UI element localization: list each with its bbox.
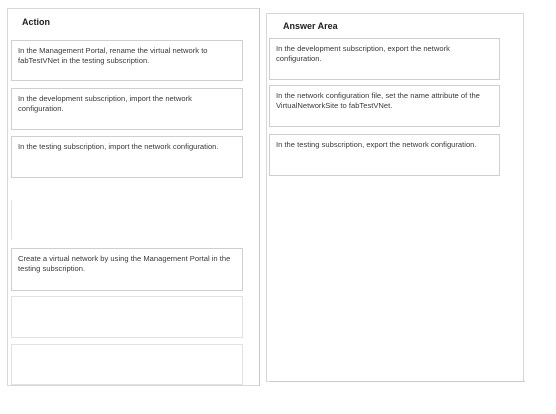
action-item-empty-slot[interactable]	[11, 344, 243, 385]
answer-item-1[interactable]	[269, 38, 500, 80]
action-item-4-text: Create a virtual network by using the Management Portal in the testing subscription.	[18, 254, 231, 273]
answer-area-title: Answer Area	[283, 21, 338, 31]
answer-item-2[interactable]	[269, 85, 500, 127]
action-item-empty-slot[interactable]	[11, 296, 243, 338]
action-panel-title: Action	[22, 17, 50, 27]
action-item-empty-slot[interactable]	[11, 200, 243, 240]
panel-divider	[259, 8, 260, 386]
answer-item-2-text: In the network configuration file, set the name attribute of the VirtualNetworkSite to fabTestVNet.	[276, 91, 480, 110]
answer-item-3-text: In the testing subscription, export the network configuration.	[276, 140, 477, 149]
action-item-2-text: In the development subscription, import the network configuration.	[18, 94, 192, 113]
action-item-4[interactable]	[11, 248, 243, 291]
action-item-1[interactable]	[11, 40, 243, 81]
answer-area-bottom-line	[270, 381, 525, 382]
action-item-3-text: In the testing subscription, import the network configuration.	[18, 142, 219, 151]
action-item-3[interactable]	[11, 136, 243, 178]
answer-item-3[interactable]	[269, 134, 500, 176]
action-item-2[interactable]	[11, 88, 243, 130]
action-item-1-text: In the Management Portal, rename the virtual network to fabTestVNet in the testing subscription.	[18, 46, 208, 65]
answer-item-1-text: In the development subscription, export the network configuration.	[276, 44, 450, 63]
